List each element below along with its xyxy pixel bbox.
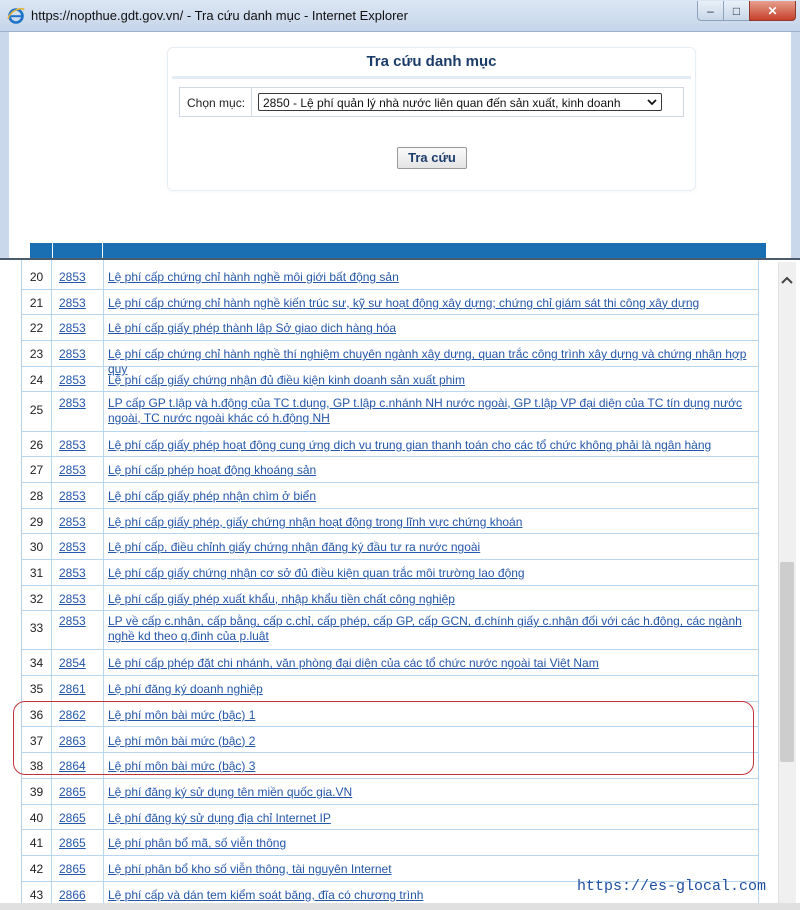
table-header-col-stt bbox=[30, 243, 53, 258]
table-row bbox=[22, 675, 759, 702]
table-row bbox=[22, 289, 759, 316]
row-code-link[interactable]: 2853 bbox=[59, 437, 86, 452]
row-code-link[interactable]: 2865 bbox=[59, 810, 86, 825]
row-number: 36 bbox=[29, 707, 44, 722]
internet-explorer-icon bbox=[7, 7, 25, 25]
category-select[interactable] bbox=[258, 93, 662, 111]
row-code-link[interactable]: 2853 bbox=[59, 514, 86, 529]
row-name-link[interactable]: Lệ phí đăng ký sử dụng địa chỉ Internet IP bbox=[108, 810, 331, 825]
row-name-link[interactable]: Lệ phí đăng ký sử dụng tên miền quốc gia.VN bbox=[108, 784, 353, 799]
row-code-link[interactable]: 2861 bbox=[59, 682, 86, 697]
row-name-link[interactable]: Lệ phí cấp giấy phép thành lập Sở giao dịch hàng hóa bbox=[108, 321, 397, 336]
table-header bbox=[30, 243, 766, 258]
row-code-link[interactable]: 2866 bbox=[59, 887, 86, 902]
search-panel bbox=[167, 47, 696, 191]
window-title: https://nopthue.gdt.gov.vn/ - Tra cứu danh mục - Internet Explorer bbox=[31, 8, 408, 23]
row-name-link[interactable]: Lệ phí phân bổ kho số viễn thông, tài nguyên Internet bbox=[108, 862, 392, 876]
row-number: 34 bbox=[29, 656, 44, 671]
row-number: 43 bbox=[29, 887, 44, 902]
row-code-link[interactable]: 2853 bbox=[59, 347, 86, 362]
category-select-label: Chọn mục: bbox=[187, 96, 246, 110]
row-code-link[interactable]: 2853 bbox=[59, 566, 86, 580]
category-select-row bbox=[179, 87, 684, 117]
row-number: 28 bbox=[29, 488, 44, 503]
table-row bbox=[22, 804, 759, 831]
table-row bbox=[22, 340, 759, 377]
search-button[interactable]: Tra cứu bbox=[397, 147, 467, 169]
table-row bbox=[22, 366, 759, 393]
row-name-link[interactable]: Lệ phí cấp giấy phép xuất khẩu, nhập khẩu tiền chất công nghiệp bbox=[108, 591, 455, 606]
row-number: 40 bbox=[29, 810, 44, 825]
panel-divider bbox=[172, 76, 691, 79]
row-number: 38 bbox=[29, 759, 44, 774]
row-name-link[interactable]: Lệ phí cấp và dán tem kiểm soát băng, đĩa có chương trình bbox=[108, 887, 424, 902]
row-number: 22 bbox=[29, 321, 44, 336]
row-name-link[interactable]: Lệ phí cấp chứng chỉ hành nghề môi giới bất động sản bbox=[108, 270, 399, 284]
row-code-link[interactable]: 2853 bbox=[59, 270, 86, 284]
row-name-link[interactable]: Lệ phí cấp giấy phép hoạt động cung ứng dịch vụ trung gian thanh toán cho các tổ chức không phải là ngân hàng bbox=[108, 437, 712, 452]
row-name-link[interactable]: Lệ phí môn bài mức (bậc) 2 bbox=[108, 733, 256, 748]
chevron-down-icon bbox=[647, 97, 657, 107]
row-name-link[interactable]: Lệ phí cấp chứng chỉ hành nghề thí nghiệm chuyên ngành xây dựng, quan trắc công trình xây dựng và chứng nhận hợp quy bbox=[108, 347, 747, 377]
table-row bbox=[22, 533, 759, 560]
row-name-link[interactable]: Lệ phí đăng ký doanh nghiệp bbox=[108, 682, 263, 697]
row-code-link[interactable]: 2865 bbox=[59, 784, 86, 799]
row-code-link[interactable]: 2865 bbox=[59, 862, 86, 876]
row-number: 21 bbox=[29, 295, 44, 310]
row-name-link[interactable]: Lệ phí môn bài mức (bậc) 1 bbox=[108, 707, 256, 722]
table-row bbox=[22, 559, 759, 586]
table-row bbox=[22, 778, 759, 805]
window-titlebar bbox=[0, 0, 800, 32]
row-name-link[interactable]: Lệ phí phân bổ mã, số viễn thông bbox=[108, 836, 287, 851]
row-number: 27 bbox=[29, 463, 44, 478]
window-border-left bbox=[0, 32, 9, 260]
table-row bbox=[22, 610, 759, 650]
table-row bbox=[22, 314, 759, 341]
window-border-right bbox=[791, 32, 800, 260]
table-row bbox=[22, 431, 759, 458]
row-number: 25 bbox=[29, 402, 44, 417]
row-code-link[interactable]: 2853 bbox=[59, 614, 86, 629]
row-name-link[interactable]: Lệ phí cấp giấy chứng nhận đủ điều kiện kinh doanh sản xuất phim bbox=[108, 372, 465, 387]
divider bbox=[251, 88, 252, 116]
row-number: 26 bbox=[29, 437, 44, 452]
row-code-link[interactable]: 2853 bbox=[59, 540, 86, 555]
row-number: 31 bbox=[29, 566, 44, 580]
row-name-link[interactable]: LP về cấp c.nhận, cấp bằng, cấp c.chỉ, cấp phép, cấp GP, cấp GCN, đ.chính giấy c.nhận đối với các h.động, các ngành nghề kd theo q.định của p.luật bbox=[108, 614, 742, 644]
table-row bbox=[22, 649, 759, 676]
table-row bbox=[22, 508, 759, 535]
category-select-value: 2850 - Lệ phí quản lý nhà nước liên quan đến sản xuất, kinh doanh bbox=[263, 96, 621, 110]
row-code-link[interactable]: 2854 bbox=[59, 656, 86, 671]
row-name-link[interactable]: Lệ phí cấp phép hoạt động khoáng sản bbox=[108, 463, 317, 478]
row-code-link[interactable]: 2853 bbox=[59, 321, 86, 336]
row-code-link[interactable]: 2862 bbox=[59, 707, 86, 722]
row-code-link[interactable]: 2853 bbox=[59, 295, 86, 310]
window-border-bottom bbox=[0, 903, 800, 910]
row-number: 33 bbox=[29, 621, 44, 636]
row-code-link[interactable]: 2853 bbox=[59, 591, 86, 606]
row-number: 30 bbox=[29, 540, 44, 555]
vertical-scrollbar[interactable] bbox=[778, 262, 796, 910]
row-code-link[interactable]: 2864 bbox=[59, 759, 86, 774]
row-name-link[interactable]: Lệ phí cấp chứng chỉ hành nghề kiến trúc sư, kỹ sư hoạt động xây dựng; chứng chỉ giám sát thi công xây dựng bbox=[108, 295, 700, 310]
row-code-link[interactable]: 2863 bbox=[59, 733, 86, 748]
row-number: 29 bbox=[29, 514, 44, 529]
row-name-link[interactable]: LP cấp GP t.lập và h.động của TC t.dụng, GP t.lập c.nhánh NH nước ngoài, GP t.lập VP đại diện của TC tín dụng nước ngoài, TC nước ngoài khác có h.động NH bbox=[108, 395, 742, 425]
table-header-col-code bbox=[53, 243, 103, 258]
row-number: 37 bbox=[29, 733, 44, 748]
highlight-annotation bbox=[13, 701, 754, 775]
watermark: https://es-glocal.com bbox=[577, 878, 767, 895]
results-table[interactable] bbox=[21, 260, 759, 910]
maximize-button[interactable]: □ bbox=[723, 1, 750, 21]
row-code-link[interactable]: 2853 bbox=[59, 488, 86, 503]
row-name-link[interactable]: Lệ phí môn bài mức (bậc) 3 bbox=[108, 759, 256, 774]
row-name-link[interactable]: Lệ phí cấp giấy chứng nhận cơ sở đủ điều kiện quan trắc môi trường lao động bbox=[108, 566, 525, 580]
minimize-button[interactable]: – bbox=[697, 1, 724, 21]
scroll-up-arrow-icon[interactable] bbox=[781, 276, 793, 284]
row-code-link[interactable]: 2853 bbox=[59, 463, 86, 478]
row-number: 39 bbox=[29, 784, 44, 799]
table-row bbox=[22, 829, 759, 856]
table-row bbox=[22, 456, 759, 483]
row-code-link[interactable]: 2865 bbox=[59, 836, 86, 851]
row-number: 23 bbox=[29, 347, 44, 362]
row-code-link[interactable]: 2853 bbox=[59, 395, 86, 410]
row-name-link[interactable]: Lệ phí cấp, điều chỉnh giấy chứng nhận đăng ký đầu tư ra nước ngoài bbox=[108, 540, 481, 555]
table-row bbox=[22, 482, 759, 509]
row-name-link[interactable]: Lệ phí cấp phép đặt chi nhánh, văn phòng đại diện của các tổ chức nước ngoài tại Việt Nam bbox=[108, 656, 599, 671]
close-button[interactable]: ✕ bbox=[749, 1, 796, 21]
row-number: 41 bbox=[29, 836, 44, 851]
row-number: 35 bbox=[29, 682, 44, 697]
row-number: 32 bbox=[29, 591, 44, 606]
table-row bbox=[22, 392, 759, 432]
row-number: 20 bbox=[29, 270, 44, 284]
table-row bbox=[22, 585, 759, 612]
scrollbar-thumb[interactable] bbox=[780, 562, 794, 762]
panel-title: Tra cứu danh mục bbox=[366, 53, 497, 70]
table-row bbox=[22, 263, 759, 290]
row-name-link[interactable]: Lệ phí cấp giấy phép nhận chìm ở biển bbox=[108, 488, 317, 503]
row-number: 42 bbox=[29, 862, 44, 876]
row-number: 24 bbox=[29, 372, 44, 387]
row-code-link[interactable]: 2853 bbox=[59, 372, 86, 387]
row-name-link[interactable]: Lệ phí cấp giấy phép, giấy chứng nhận hoạt động trong lĩnh vực chứng khoán bbox=[108, 514, 523, 529]
